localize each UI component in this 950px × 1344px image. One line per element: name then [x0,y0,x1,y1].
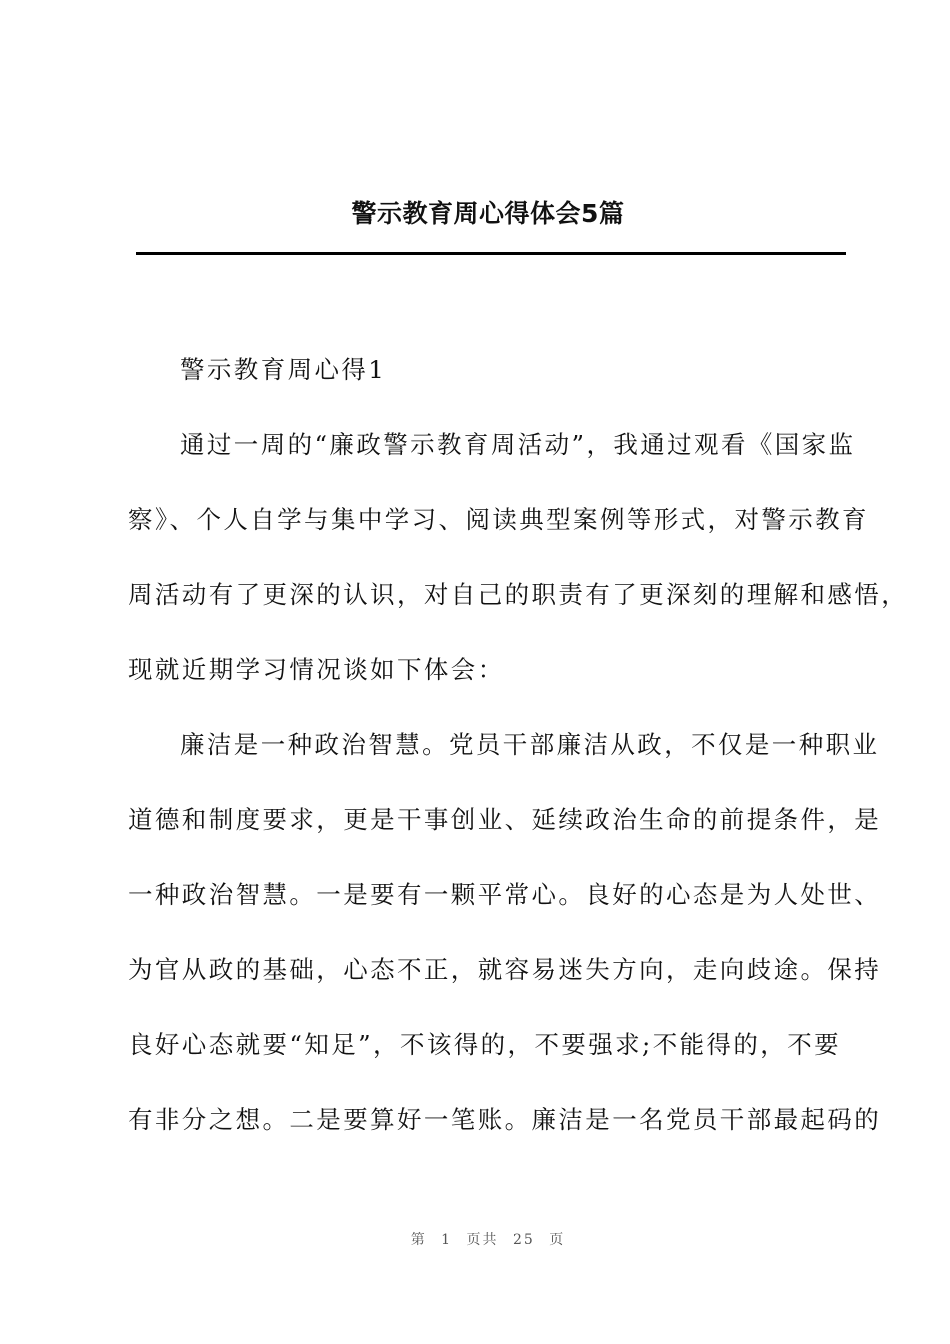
document-body [128,350,909,1175]
paragraph-line: 现就近期学习情况谈如下体会： [128,655,505,684]
paragraph-line: 周活动有了更深的认识，对自己的职责有了更深刻的理解和感悟， [128,580,909,609]
section-heading: 警示教育周心得1 [180,355,387,384]
paragraph-line: 察》、个人自学与集中学习、阅读典型案例等形式，对警示教育 [128,505,869,534]
page-title: 警示教育周心得体会5篇 [351,199,625,228]
paragraph-line: 一种政治智慧。一是要有一颗平常心。良好的心态是为人处世、 [128,880,882,909]
paragraph-line: 道德和制度要求，更是干事创业、延续政治生命的前提条件，是 [128,805,882,834]
title-divider [136,252,846,255]
paragraph-line: 通过一周的“廉政警示教育周活动”，我通过观看《国家监 [180,430,856,459]
paragraph-line: 良好心态就要“知足”，不该得的，不要强求;不能得的，不要 [128,1030,842,1059]
paragraph-line: 为官从政的基础，心态不正，就容易迷失方向，走向歧途。保持 [128,955,882,984]
paragraph-line: 有非分之想。二是要算好一笔账。廉洁是一名党员干部最起码的 [128,1105,882,1134]
paragraph-line: 廉洁是一种政治智慧。党员干部廉洁从政，不仅是一种职业 [180,730,880,759]
page-footer: 第 1 页共 25 页 [410,1232,566,1248]
